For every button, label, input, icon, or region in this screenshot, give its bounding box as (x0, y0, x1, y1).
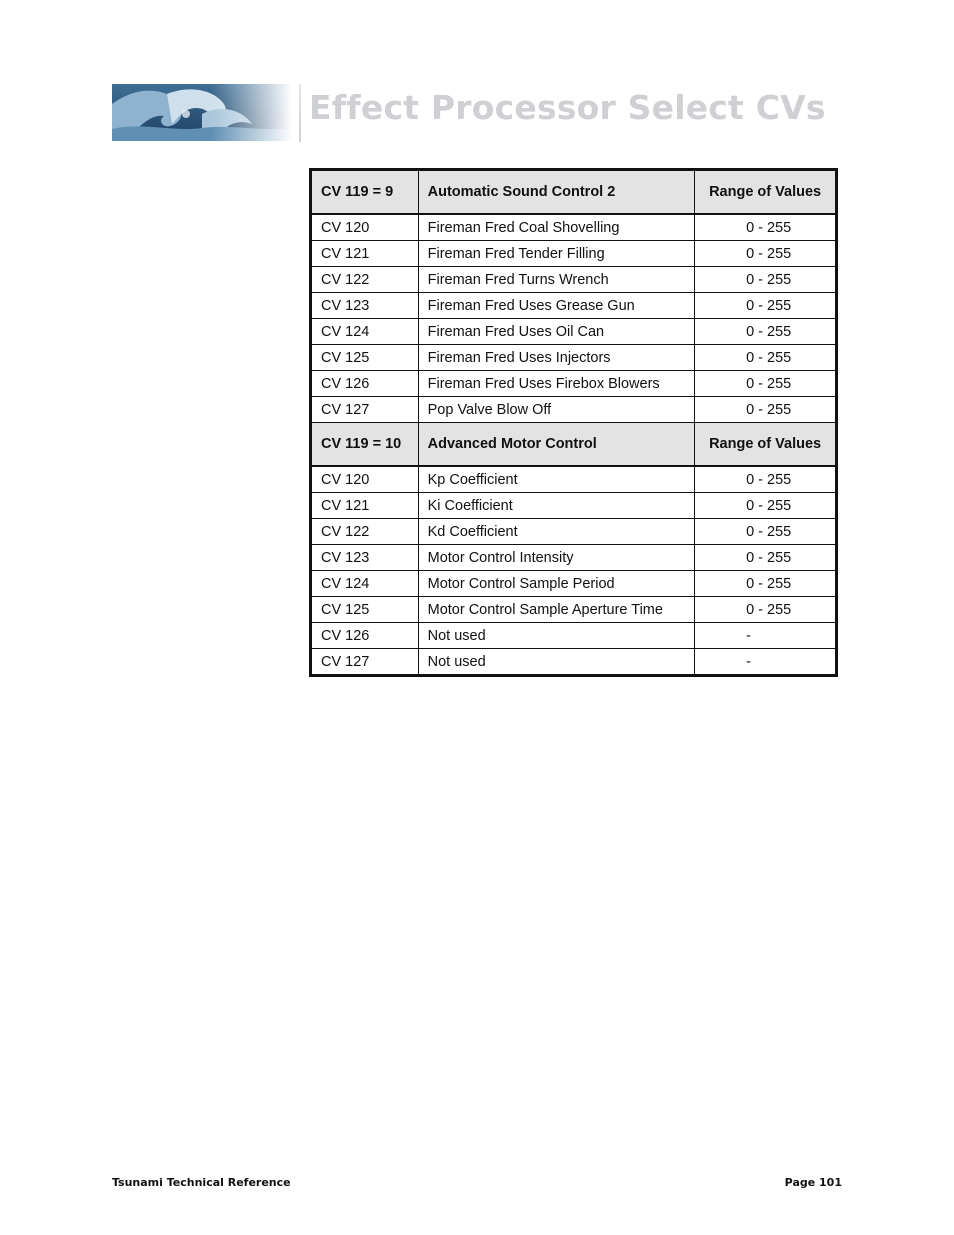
cv-description: Motor Control Intensity (418, 545, 695, 571)
cv-description: Motor Control Sample Aperture Time (418, 597, 695, 623)
section-advanced-motor-control (311, 423, 837, 676)
table-section-header (311, 423, 837, 467)
cv-range: 0 - 255 (746, 323, 792, 340)
table-row (311, 545, 837, 571)
section-automatic-sound-control-2 (311, 170, 837, 423)
table-row (311, 267, 837, 293)
cv-range: 0 - 255 (746, 497, 792, 514)
cv-description: Kp Coefficient (418, 466, 695, 493)
cv-range: 0 - 255 (746, 601, 792, 618)
section-cv-label: CV 119 = 9 (311, 170, 419, 215)
cv-description: Ki Coefficient (418, 493, 695, 519)
table-row (311, 345, 837, 371)
cv-number: CV 127 (311, 649, 419, 676)
table-row (311, 649, 837, 676)
table-row (311, 371, 837, 397)
cv-number: CV 120 (311, 466, 419, 493)
cv-range: - (746, 653, 751, 670)
cv-description: Not used (418, 649, 695, 676)
cv-range: 0 - 255 (746, 523, 792, 540)
table-row (311, 493, 837, 519)
cv-range: 0 - 255 (746, 349, 792, 366)
cv-range: 0 - 255 (746, 297, 792, 314)
cv-number: CV 120 (311, 214, 419, 241)
cv-description: Fireman Fred Coal Shovelling (418, 214, 695, 241)
footer-page-number: Page 101 (784, 1176, 842, 1189)
cv-number: CV 126 (311, 623, 419, 649)
cv-description: Fireman Fred Turns Wrench (418, 267, 695, 293)
cv-range: 0 - 255 (746, 471, 792, 488)
footer-document-title: Tsunami Technical Reference (112, 1176, 291, 1189)
range-header: Range of Values (695, 423, 837, 467)
table-row (311, 293, 837, 319)
cv-number: CV 124 (311, 571, 419, 597)
cv-number: CV 124 (311, 319, 419, 345)
cv-range: 0 - 255 (746, 575, 792, 592)
cv-number: CV 122 (311, 267, 419, 293)
table-row (311, 214, 837, 241)
cv-range: 0 - 255 (746, 549, 792, 566)
cv-description: Motor Control Sample Period (418, 571, 695, 597)
wave-logo-image (112, 84, 292, 141)
cv-description: Fireman Fred Uses Oil Can (418, 319, 695, 345)
range-header: Range of Values (695, 170, 837, 215)
cv-number: CV 121 (311, 241, 419, 267)
title-divider (299, 84, 301, 142)
cv-table (309, 168, 838, 677)
table-row (311, 571, 837, 597)
section-title: Advanced Motor Control (418, 423, 695, 467)
table-row (311, 597, 837, 623)
cv-number: CV 126 (311, 371, 419, 397)
cv-description: Kd Coefficient (418, 519, 695, 545)
table-row (311, 519, 837, 545)
table-section-header (311, 170, 837, 215)
cv-number: CV 125 (311, 345, 419, 371)
cv-number: CV 123 (311, 545, 419, 571)
page-title: Effect Processor Select CVs (309, 88, 826, 127)
cv-range: - (746, 627, 751, 644)
table-row (311, 466, 837, 493)
cv-number: CV 125 (311, 597, 419, 623)
cv-range: 0 - 255 (746, 245, 792, 262)
cv-number: CV 127 (311, 397, 419, 423)
section-cv-label: CV 119 = 10 (311, 423, 419, 467)
table-row (311, 241, 837, 267)
cv-description: Fireman Fred Uses Grease Gun (418, 293, 695, 319)
cv-range: 0 - 255 (746, 401, 792, 418)
table-row (311, 623, 837, 649)
cv-description: Pop Valve Blow Off (418, 397, 695, 423)
section-title: Automatic Sound Control 2 (418, 170, 695, 215)
cv-number: CV 122 (311, 519, 419, 545)
cv-range: 0 - 255 (746, 375, 792, 392)
table-row (311, 319, 837, 345)
cv-range: 0 - 255 (746, 271, 792, 288)
cv-number: CV 121 (311, 493, 419, 519)
cv-description: Not used (418, 623, 695, 649)
cv-number: CV 123 (311, 293, 419, 319)
cv-range: 0 - 255 (746, 219, 792, 236)
cv-description: Fireman Fred Tender Filling (418, 241, 695, 267)
table-row (311, 397, 837, 423)
cv-description: Fireman Fred Uses Firebox Blowers (418, 371, 695, 397)
cv-description: Fireman Fred Uses Injectors (418, 345, 695, 371)
